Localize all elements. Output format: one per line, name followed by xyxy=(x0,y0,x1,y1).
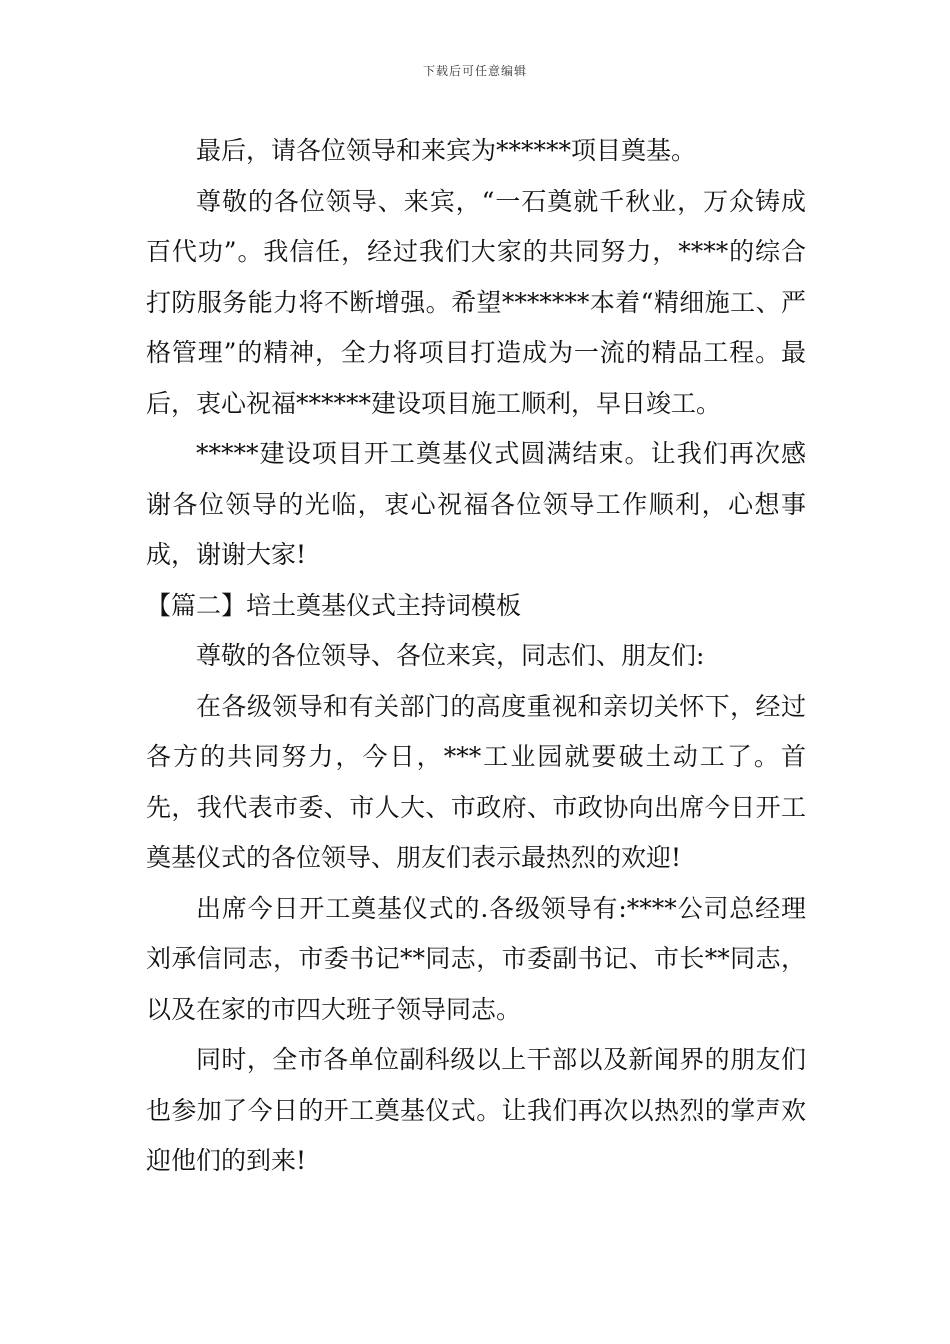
paragraph-groundbreaking-invitation: 最后，请各位领导和来宾为******项目奠基。 xyxy=(196,136,697,165)
paragraph-welcome: 在各级领导和有关部门的高度重视和亲切关怀下，经过各方的共同努力，今日，***工业园就要破土动工了。首先，我代表市委、市人大、市政府、市政协向出席今日开工奠基仪式的各位领导、朋友们表示最热烈的欢迎! xyxy=(146,691,806,872)
paragraph-attendees: 出席今日开工奠基仪式的.各级领导有:****公司总经理刘承信同志，市委书记**同志，市委副书记、市长**同志，以及在家的市四大班子领导同志。 xyxy=(146,893,806,1024)
section-heading: 【篇二】培土奠基仪式主持词模板 xyxy=(146,590,522,620)
paragraph-participants: 同时，全市各单位副科级以上干部以及新闻界的朋友们也参加了今日的开工奠基仪式。让我们再次以热烈的掌声欢迎他们的到来! xyxy=(146,1045,806,1175)
paragraph-salutation: 尊敬的各位领导、各位来宾，同志们、朋友们: xyxy=(196,641,705,670)
download-note: 下载后可任意编辑 xyxy=(422,64,527,78)
paragraph-closing-wishes: 尊敬的各位领导、来宾，“一石奠就千秋业，万众铸成百代功”。我信任，经过我们大家的共同努力，****的综合打防服务能力将不断增强。希望*******本着“精细施工、严格管理”的精神，全力将项目打造成为一流的精品工程。最后，衷心祝福******建设项目施工顺利，早日竣工。 xyxy=(146,186,806,418)
document-body xyxy=(146,126,806,1187)
paragraph-ceremony-end: *****建设项目开工奠基仪式圆满结束。让我们再次感谢各位领导的光临，衷心祝福各位领导工作顺利，心想事成，谢谢大家! xyxy=(146,439,806,569)
